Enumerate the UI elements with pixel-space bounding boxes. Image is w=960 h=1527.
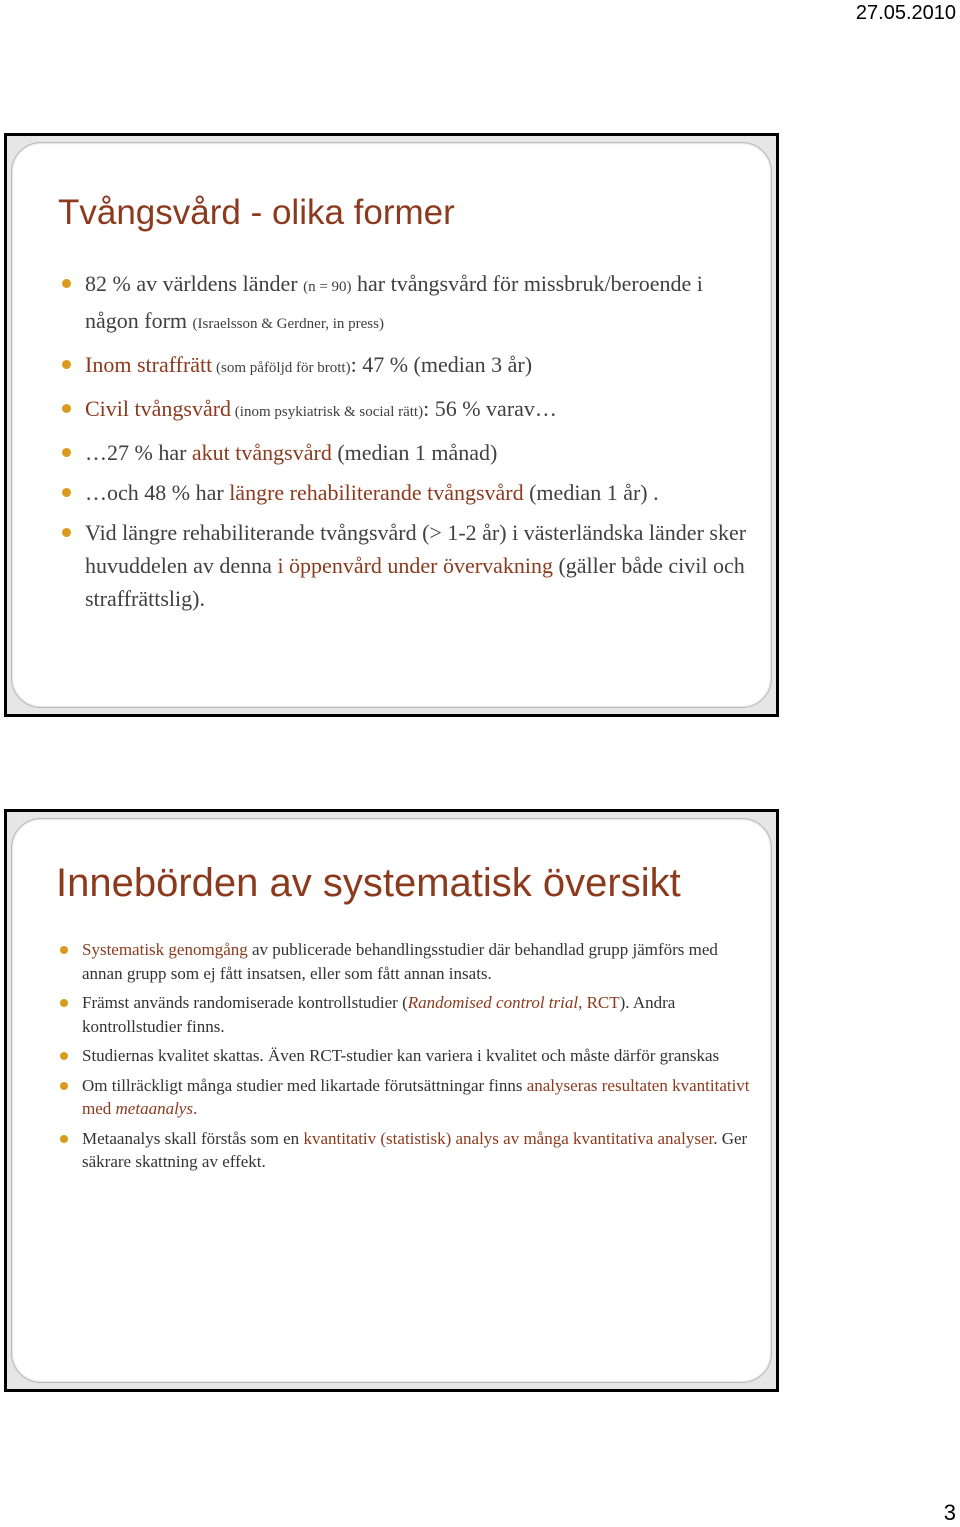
bullet-text: har tvångsvård för missbruk/beroende i någon form (85, 271, 703, 333)
slide-title: Innebörden av systematisk översikt (56, 861, 681, 905)
bullet-dot-icon (62, 360, 71, 369)
bullet-list (62, 267, 762, 622)
bullet-dot-icon (62, 488, 71, 497)
highlight-text: . (192, 1099, 198, 1118)
bullet-text: Vid längre rehabiliterande tvångsvård (> 1-2 år) i västerländska länder sker huvuddelen av denna (85, 520, 747, 578)
highlight-text: Civil tvångsvård (85, 396, 232, 421)
bullet-text: : 56 % varav… (423, 396, 557, 421)
highlight-text: metaanalys (115, 1099, 193, 1118)
bullet-text: ). Andra kontrollstudier finns. (82, 993, 676, 1036)
bullet-dot-icon (62, 528, 71, 537)
list-item (62, 348, 762, 385)
list-item (59, 991, 759, 1038)
list-item (59, 1074, 759, 1121)
bullet-list (59, 938, 759, 1180)
bullet-text: av publicerade behandlingsstudier där behandlad grupp jämförs med annan grupp som ej fått insatsen, eller som fått annan insats. (82, 940, 718, 983)
highlight-text: Systematisk genomgång (82, 940, 248, 959)
bullet-note: (som påföljd för brott) (212, 360, 351, 376)
slide-systematisk-oversikt (4, 809, 779, 1392)
slide-panel (11, 142, 772, 708)
bullet-text: (gäller både civil och straffrättslig). (85, 553, 745, 611)
bullet-text: Metaanalys skall förstås som en (82, 1128, 304, 1148)
list-item (59, 1044, 759, 1068)
slide-panel (11, 818, 772, 1383)
bullet-text: Om tillräckligt många studier med likartade förutsättningar finns (82, 1075, 527, 1095)
bullet-text: 82 % av världens länder (85, 271, 304, 296)
bullet-text: …27 % har (85, 440, 192, 465)
list-item (62, 476, 762, 509)
bullet-dot-icon (60, 1052, 68, 1060)
bullet-dot-icon (60, 999, 68, 1007)
header-date: 27.05.2010 (855, 2, 956, 24)
bullet-dot-icon (60, 946, 68, 954)
bullet-dot-icon (60, 1135, 68, 1143)
bullet-text: Främst används randomiserade kontrollstudier ( (82, 993, 408, 1012)
highlight-text: Randomised control trial (407, 993, 579, 1012)
bullet-text: : 47 % (median 3 år) (350, 352, 533, 377)
bullet-note: (inom psykiatrisk & social rätt) (231, 404, 424, 420)
bullet-text: …och 48 % har (85, 480, 230, 505)
bullet-text: (median 1 månad) (331, 440, 498, 465)
list-item (62, 516, 762, 615)
list-item (62, 436, 762, 469)
bullet-dot-icon (62, 404, 71, 413)
highlight-text: akut tvångsvård (191, 440, 332, 465)
bullet-text: Studiernas kvalitet skattas. Även RCT-studier kan variera i kvalitet och måste därför granskas (82, 1046, 720, 1065)
list-item (62, 267, 762, 341)
bullet-text: . Ger säkrare skattning av effekt. (82, 1128, 748, 1171)
highlight-text: längre rehabiliterande tvångsvård (229, 480, 524, 505)
slide-title: Tvångsvård - olika former (58, 193, 455, 232)
highlight-text: i öppenvård under övervakning (277, 553, 553, 578)
citation: (Israelsson & Gerdner, in press) (192, 316, 384, 332)
highlight-text: analyseras resultaten kvantitativt med (82, 1075, 750, 1118)
slide-tvangsvard (4, 133, 779, 717)
list-item (62, 392, 762, 429)
highlight-text: Inom straffrätt (85, 352, 213, 377)
list-item (59, 938, 759, 985)
bullet-dot-icon (62, 279, 71, 288)
list-item (59, 1127, 759, 1174)
highlight-text: , RCT (578, 993, 620, 1012)
bullet-text: (median 1 år) . (523, 480, 659, 505)
highlight-text: kvantitativ (statistisk) analys av många kvantitativa analyser (303, 1128, 714, 1148)
bullet-dot-icon (62, 448, 71, 457)
bullet-note: (n = 90) (303, 279, 352, 295)
page-number: 3 (943, 1500, 956, 1525)
bullet-dot-icon (60, 1082, 68, 1090)
